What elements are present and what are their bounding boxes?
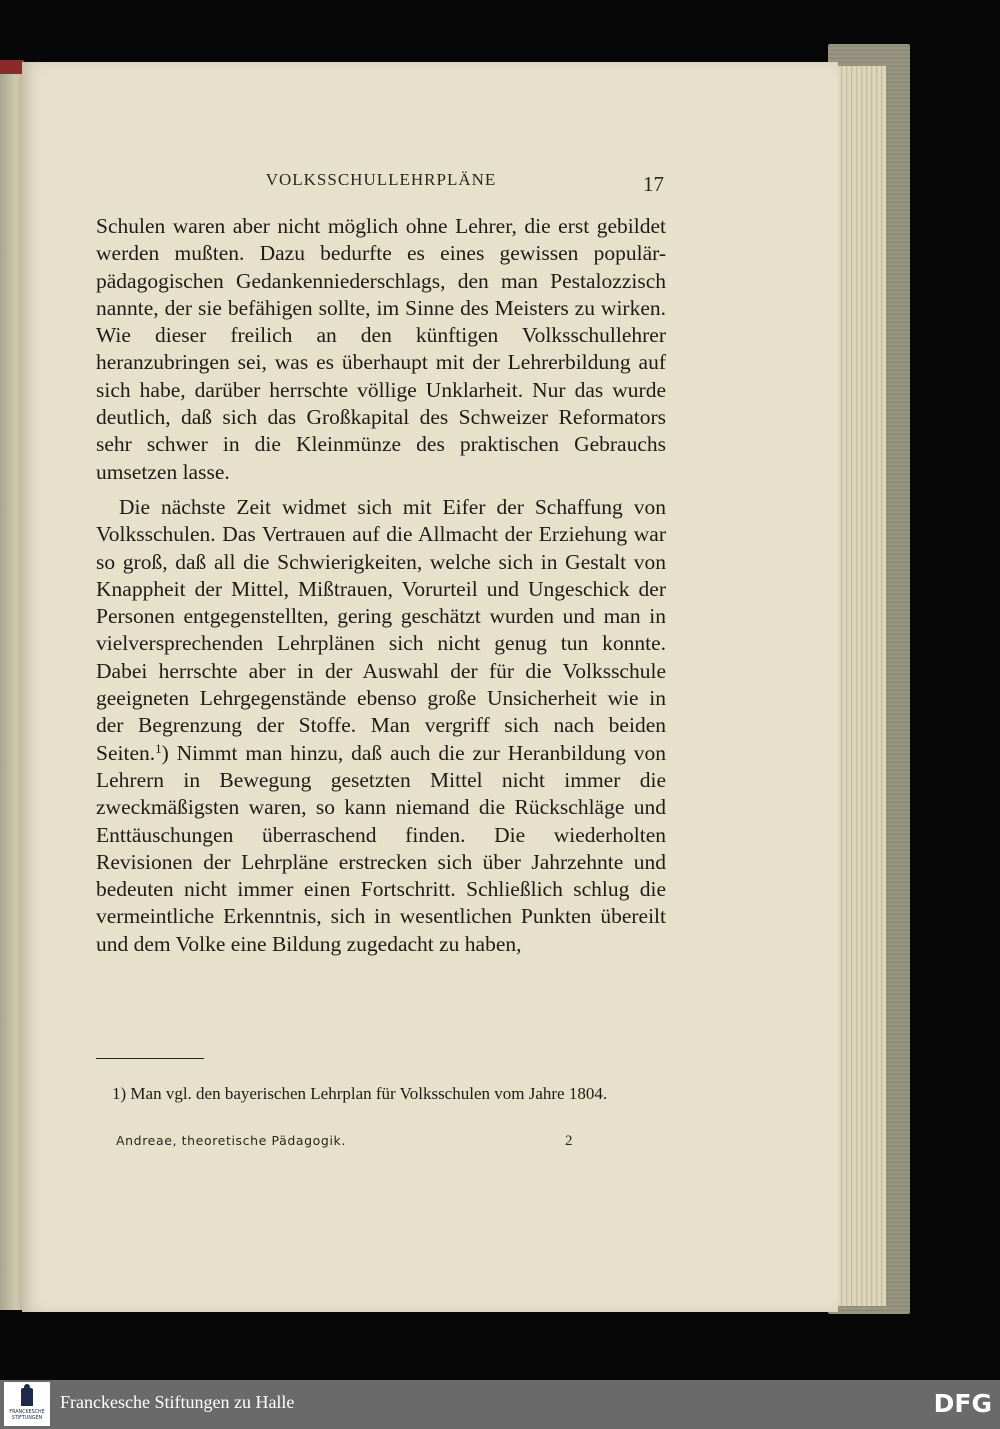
signature-number: 2 [565, 1133, 573, 1149]
institution-name[interactable]: Franckesche Stiftungen zu Halle [60, 1392, 295, 1412]
bookmark-ribbon [0, 60, 24, 74]
paragraph-text: ) Nimmt man hinzu, daß auch die zur Heranbildung von Lehrern in Bewegung gesetzten Mittel nicht immer die zweckmäßigsten waren, so kann niemand die Rückschläge und Enttäuschungen überraschend finden. Die wiederholten Revisionen der Lehrpläne erstrecken sich über Jahrzehnte und bedeuten nicht immer einen Fortschritt. Schließlich schlug die vermeintliche Erkenntnis, sich in wesentlichen Punkten übereilt und dem Volke eine Bildung zugedacht zu haben, [96, 740, 666, 956]
paragraph-text: Die nächste Zeit widmet sich mit Eifer der Schaffung von Volksschulen. Das Vertrauen auf die Allmacht der Erziehung war so groß, daß all die Schwierigkeiten, welche sich in Gestalt von Knappheit der Mittel, Mißtrauen, Vorurteil und Ungeschick der Personen entgegenstellten, gering geschätzt wurden und man in vielversprechenden Lehrplänen sich nicht genug tun konnte. Dabei herrschte aber in der Auswahl der für die Volksschule geeigneten Lehrgegenstände ebenso große Unsicherheit wie in der Begrenzung der Stoffe. Man vergriff sich nach beiden Seiten. [96, 494, 666, 765]
institution-logo[interactable] [4, 1382, 50, 1426]
footnote-rule [96, 1058, 204, 1059]
dfg-logo[interactable]: DFG [933, 1389, 992, 1418]
page-number: 17 [643, 172, 664, 196]
paragraph: Schulen waren aber nicht möglich ohne Lehrer, die erst gebildet werden mußten. Dazu bedurfte es eines gewissen populär-pädagogischen Gedankenniederschlags, den man Pestalozzisch nannte, der sie befähigen sollte, im Sinne des Meisters zu wirken. Wie dieser freilich an den künftigen Volksschullehrer heranzubringen sei, was es überhaupt mit der Lehrerbildung auf sich habe, darüber herrschte völlige Unklarheit. Nur das wurde deutlich, daß sich das Großkapital des Schweizer Reformators sehr schwer in die Kleinmünze des praktischen Gebrauchs umsetzen lasse. [96, 214, 666, 484]
building-icon [21, 1388, 33, 1406]
footnote [96, 1083, 658, 1104]
running-head [96, 168, 666, 198]
running-title: VOLKSSCHULLEHRPLÄNE [265, 170, 497, 189]
body-text [96, 213, 666, 958]
signature-line [116, 1133, 586, 1155]
footnote-marker: 1 [155, 740, 162, 756]
logo-text: FRANCKESCHE STIFTUNGEN [9, 1410, 45, 1421]
paragraph [96, 494, 666, 958]
footnote-text: 1) Man vgl. den bayerischen Lehrplan für Volksschulen vom Jahre 1804. [112, 1084, 608, 1103]
signature-text: Andreae, theoretische Pädagogik. [116, 1133, 346, 1148]
